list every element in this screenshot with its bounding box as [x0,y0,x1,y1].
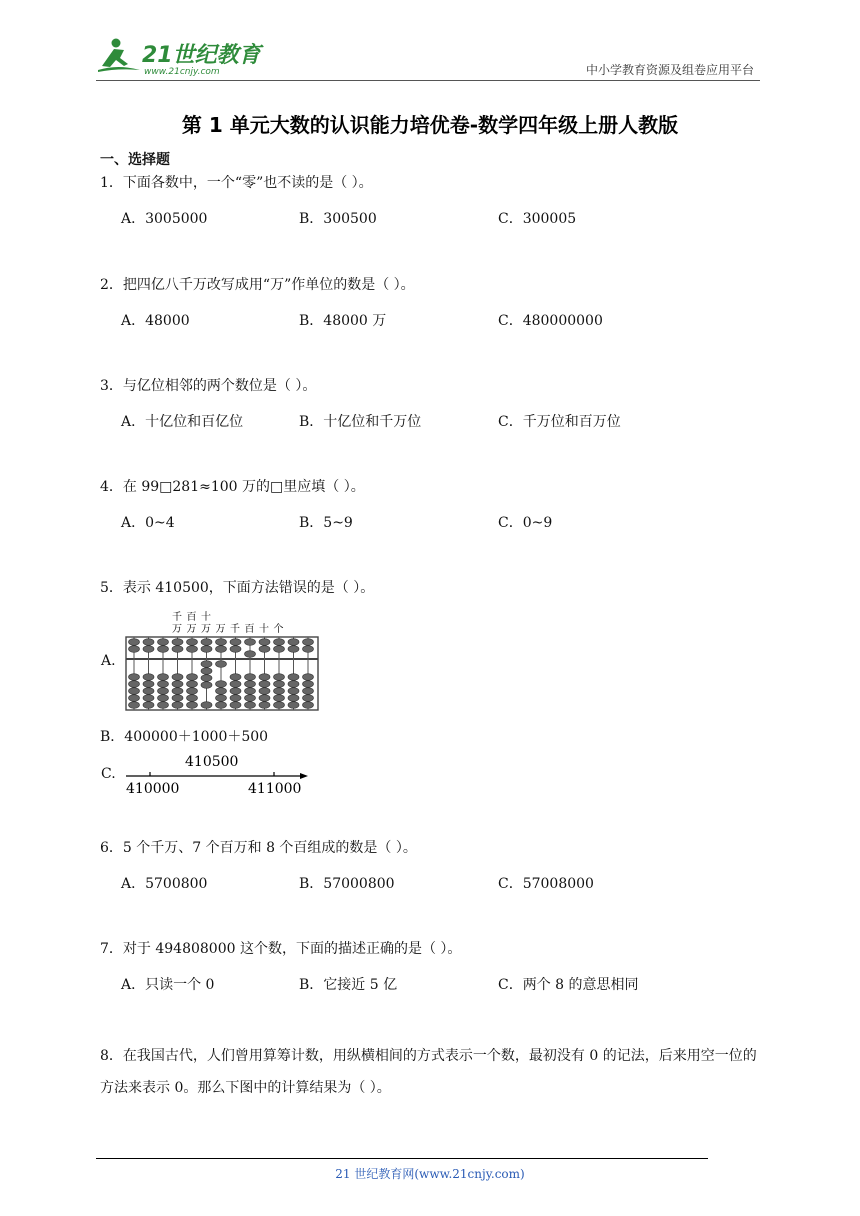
number-line-arrow-icon [300,773,308,779]
abacus-top-label: 千 [172,612,182,623]
abacus-bead [303,681,314,688]
q4-option-c: C．0~9 [498,515,553,531]
abacus-bead [201,668,212,675]
q6-option-c: C．57008000 [498,876,594,892]
abacus-bead [245,674,256,681]
page-title: 第 1 单元大数的认识能力培优卷-数学四年级上册人教版 [181,113,679,137]
abacus-bead [303,688,314,695]
abacus-bead [158,639,169,646]
logo-url: www.21cnjy.com [144,67,220,77]
abacus-bead [216,681,227,688]
abacus-bead [230,688,241,695]
abacus-bead [230,695,241,702]
abacus-bead [288,681,299,688]
abacus-bead [245,695,256,702]
abacus-bead [172,646,183,653]
abacus-bead [303,702,314,709]
abacus-bead [245,639,256,646]
abacus-bead [172,695,183,702]
abacus-bead [201,682,212,689]
abacus-bead [187,695,198,702]
q3-option-c: C．千万位和百万位 [498,414,621,430]
abacus-bead [216,695,227,702]
abacus-bead [216,646,227,653]
abacus-bead [187,674,198,681]
question-4-stem: 4．在 99□281≈100 万的□里应填（ ）。 [100,479,365,495]
q4-option-b: B．5~9 [299,515,353,531]
abacus-bead [172,674,183,681]
abacus-bead [201,702,212,709]
q2-option-a: A．48000 [121,313,190,329]
number-line-figure [124,752,310,796]
abacus-bead [288,674,299,681]
abacus-bead [259,688,270,695]
abacus-bead [158,681,169,688]
abacus-bead [259,681,270,688]
abacus-bead [274,681,285,688]
abacus-bead [230,646,241,653]
abacus-bead [303,639,314,646]
abacus-bead [245,688,256,695]
q3-option-b: B．十亿位和千万位 [299,414,422,430]
number-line-start-label: 410000 [126,781,180,796]
question-1-stem: 1．下面各数中，一个“零”也不读的是（ ）。 [100,175,373,191]
abacus-bead [259,646,270,653]
abacus-bead [245,681,256,688]
abacus-bead [158,695,169,702]
abacus-bead [303,674,314,681]
abacus-bead [216,639,227,646]
abacus-bead [288,695,299,702]
q1-option-b: B．300500 [299,211,377,227]
q6-option-a: A．5700800 [121,876,208,892]
abacus-bead [143,695,154,702]
abacus-bead [172,688,183,695]
abacus-place-label: 个 [273,624,284,635]
abacus-bead [201,639,212,646]
question-5-stem: 5．表示 410500，下面方法错误的是（ ）。 [100,580,375,596]
abacus-bead [259,674,270,681]
abacus-bead [129,639,140,646]
abacus-bead [143,639,154,646]
q7-option-b: B．它接近 5 亿 [299,977,398,993]
logo-text: 21世纪教育 [142,43,261,68]
abacus-bead [172,639,183,646]
q2-option-c: C．480000000 [498,313,603,329]
q5-option-c: C. [101,766,116,782]
abacus-bead [158,674,169,681]
abacus-bead [158,688,169,695]
abacus-bead [303,646,314,653]
abacus-bead [274,702,285,709]
q5-option-b: B．400000＋1000＋500 [100,729,269,745]
abacus-bead [288,688,299,695]
section-heading: 一、选择题 [100,152,170,168]
abacus-bead [259,702,270,709]
abacus-bead [129,688,140,695]
abacus-bead [129,674,140,681]
q7-option-a: A．只读一个 0 [121,977,215,993]
question-7-stem: 7．对于 494808000 这个数，下面的描述正确的是（ ）。 [100,941,462,957]
abacus-place-label: 万 [201,624,211,635]
question-6-stem: 6．5 个千万、7 个百万和 8 个百组成的数是（ ）。 [100,840,417,856]
abacus-bead [201,661,212,668]
abacus-bead [230,639,241,646]
q3-option-a: A．十亿位和百亿位 [121,414,244,430]
abacus-bead [274,674,285,681]
abacus-bead [274,695,285,702]
abacus-bead [274,646,285,653]
abacus-bead [259,695,270,702]
abacus-bead [288,702,299,709]
abacus-bead [172,681,183,688]
abacus-bead [129,702,140,709]
footer-divider [96,1158,708,1159]
abacus-bead [245,651,256,658]
abacus-bead [187,646,198,653]
abacus-bead [216,661,227,668]
question-2-stem: 2．把四亿八千万改写成用“万”作单位的数是（ ）。 [100,277,415,293]
q2-option-b: B．48000 万 [299,313,387,329]
abacus-place-label: 百 [244,624,255,635]
abacus-bead [143,674,154,681]
q1-option-a: A．3005000 [121,211,208,227]
q1-option-c: C．300005 [498,211,577,227]
abacus-bead [303,695,314,702]
number-line-mark-label: 410500 [185,754,239,770]
abacus-bead [245,702,256,709]
q4-option-a: A．0~4 [121,515,175,531]
q6-option-b: B．57000800 [299,876,395,892]
abacus-bead [129,695,140,702]
q5-option-a: A. [101,653,116,669]
abacus-bead [187,688,198,695]
abacus-figure [124,609,320,711]
abacus-bead [187,702,198,709]
abacus-bead [129,646,140,653]
abacus-bead [288,639,299,646]
abacus-bead [230,702,241,709]
abacus-bead [274,688,285,695]
abacus-bead [143,646,154,653]
abacus-bead [274,639,285,646]
abacus-place-label: 十 [259,624,269,635]
abacus-top-label: 百 [186,612,197,623]
abacus-bead [143,681,154,688]
footer-site-text: 21 世纪教育网(www.21cnjy.com) [335,1167,525,1181]
abacus-bead [172,702,183,709]
abacus-bead [230,674,241,681]
number-line-end-label: 411000 [248,781,302,796]
q7-option-c: C．两个 8 的意思相同 [498,977,639,993]
abacus-bead [143,688,154,695]
abacus-place-label: 千 [230,624,240,635]
abacus-bead [129,681,140,688]
abacus-place-label: 万 [215,624,226,635]
question-3-stem: 3．与亿位相邻的两个数位是（ ）。 [100,378,317,394]
abacus-bead [143,702,154,709]
question-8-stem: 8．在我国古代，人们曾用算筹计数，用纵横相间的方式表示一个数，最初没有 0 的记法，后来用空一位的方法来表示 0。那么下图中的计算结果为（ ）。 [100,1048,757,1096]
abacus-bead [187,681,198,688]
abacus-bead [216,688,227,695]
abacus-bead [201,675,212,682]
abacus-bead [288,646,299,653]
site-logo [96,34,266,80]
abacus-bead [201,646,212,653]
abacus-bead [259,639,270,646]
abacus-bead [158,702,169,709]
abacus-place-label: 万 [172,624,182,635]
abacus-bead [216,702,227,709]
abacus-bead [158,646,169,653]
abacus-bead [187,639,198,646]
abacus-top-label: 十 [201,612,211,623]
abacus-place-label: 万 [186,624,197,635]
abacus-bead [230,681,241,688]
header-divider [96,80,760,81]
header-platform-text: 中小学教育资源及组卷应用平台 [585,63,754,77]
